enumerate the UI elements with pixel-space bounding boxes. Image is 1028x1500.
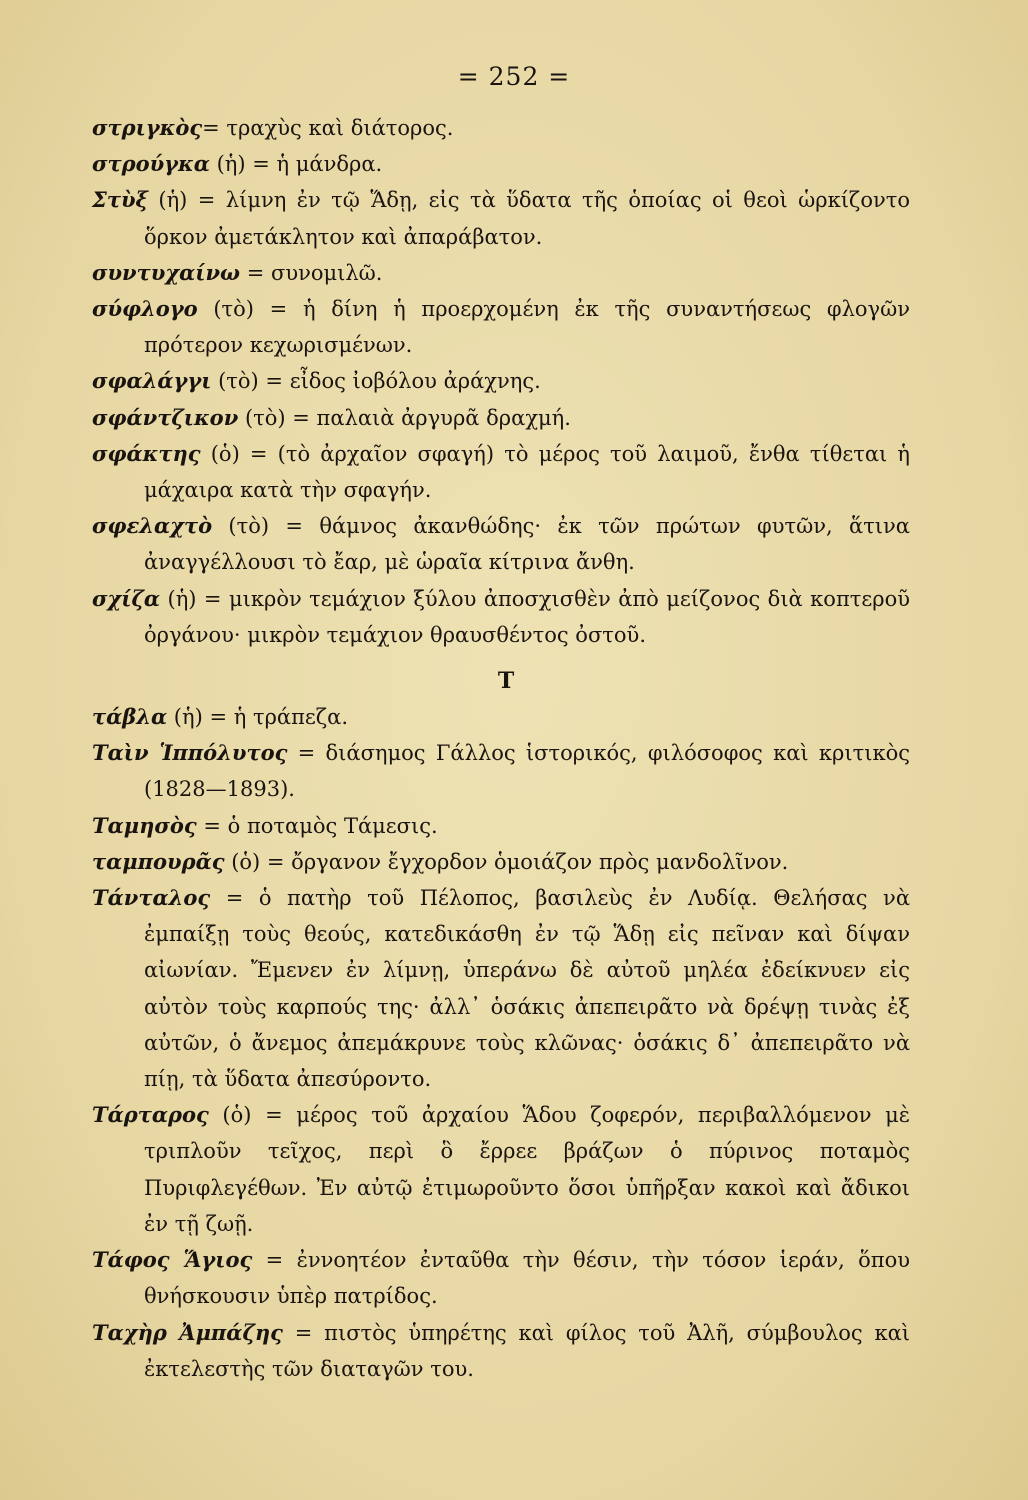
entry-definition: (ὁ) = ὄργανον ἔγχορδον ὁμοιάζον πρὸς μανδολῖνον. xyxy=(224,849,789,874)
entry-headword: Στὺξ xyxy=(92,187,148,213)
glossary-entry xyxy=(92,255,910,291)
entry-definition: (ἡ) = λίμνη ἐν τῷ Ἅδῃ, εἰς τὰ ὕδατα τῆς ὁποίας οἱ θεοὶ ὡρκίζοντο ὅρκον ἀμετάκλητον καὶ ἀπαράβατον. xyxy=(144,188,910,249)
entry-headword: στρούγκα xyxy=(92,151,210,177)
page-number: = 252 = xyxy=(457,62,571,91)
glossary-entry xyxy=(92,508,910,580)
entry-definition: (τὸ) = ἡ δίνη ἡ προερχομένη ἐκ τῆς συναντήσεως φλογῶν πρότερον κεχωρισμένων. xyxy=(144,297,910,358)
glossary-entry xyxy=(92,182,910,254)
entry-definition: (ὁ) = (τὸ ἀρχαῖον σφαγή) τὸ μέρος τοῦ λαιμοῦ, ἔνθα τίθεται ἡ μάχαιρα κατὰ τὴν σφαγήν. xyxy=(144,441,910,503)
entry-headword: Τάνταλος xyxy=(92,885,211,911)
entry-definition: (ἡ) = μικρὸν τεμάχιον ξύλου ἀποσχισθὲν ἀπὸ μείζονος διὰ κοπτεροῦ ὀργάνου· μικρὸν τεμάχιον θραυσθέντος ὀστοῦ. xyxy=(144,586,910,647)
entry-definition: (τὸ) = παλαιὰ ἀργυρᾶ δραχμή. xyxy=(238,405,571,430)
entry-definition: = συνομιλῶ. xyxy=(240,260,383,285)
glossary-entry xyxy=(92,808,910,844)
glossary-entry xyxy=(92,735,910,807)
section-letter: Τ xyxy=(497,668,515,695)
entry-headword: Ταχὴρ Ἀμπάζης xyxy=(92,1319,283,1345)
entry-definition: = ἐννοητέον ἐνταῦθα τὴν θέσιν, τὴν τόσον ἱεράν, ὅπου θνήσκουσιν ὑπὲρ πατρίδος. xyxy=(144,1248,910,1309)
entry-definition: (τὸ) = εἶδος ἰοβόλου ἀράχνης. xyxy=(211,369,541,394)
glossary-entry xyxy=(92,844,910,880)
entry-headword: στριγκὸς xyxy=(92,115,203,140)
glossary-entries xyxy=(92,110,910,1387)
glossary-entry xyxy=(92,1315,910,1387)
glossary-entry xyxy=(92,1242,910,1314)
entry-headword: Τάρταρος xyxy=(92,1102,209,1128)
entries-sigma xyxy=(92,110,910,653)
entry-definition: (ἡ) = ἡ τράπεζα. xyxy=(167,705,349,730)
entries-tau xyxy=(92,699,910,1387)
entry-headword: τάβλα xyxy=(92,704,168,730)
entry-headword: σύφλογο xyxy=(92,296,198,322)
entry-headword: συντυχαίνω xyxy=(92,259,241,285)
entry-headword: ταμπουρᾶς xyxy=(92,848,225,874)
glossary-entry xyxy=(92,110,910,146)
glossary-entry xyxy=(92,363,910,399)
entry-definition: (τὸ) = θάμνος ἀκανθώδης· ἐκ τῶν πρώτων φυτῶν, ἅτινα ἀναγγέλλουσι τὸ ἔαρ, μὲ ὡραῖα κίτρινα ἄνθη. xyxy=(144,514,910,575)
glossary-entry xyxy=(92,436,910,508)
entry-definition: = τραχὺς καὶ διάτορος. xyxy=(202,116,454,140)
entry-headword: σφελαχτὸ xyxy=(92,513,213,539)
entry-headword: Ταὶν Ἱππόλυτος xyxy=(92,740,288,766)
entry-definition: = ὁ ποταμὸς Τάμεσις. xyxy=(196,813,438,838)
entry-definition: = πιστὸς ὑπηρέτης καὶ φίλος τοῦ Ἀλῆ, σύμβουλος καὶ ἐκτελεστὴς τῶν διαταγῶν του. xyxy=(144,1320,910,1381)
glossary-entry xyxy=(92,880,910,1097)
entry-definition: (ἡ) = ἡ μάνδρα. xyxy=(209,152,383,177)
entry-headword: σφάκτης xyxy=(92,440,201,466)
glossary-entry xyxy=(92,146,910,182)
entry-headword: σφαλάγγι xyxy=(92,368,212,394)
entry-definition: = ὁ πατὴρ τοῦ Πέλοπος, βασιλεὺς ἐν Λυδίᾳ. Θελήσας νὰ ἐμπαίξῃ τοὺς θεούς, κατεδικάσθη ἐν τῷ Ἅδῃ εἰς πεῖναν καὶ δίψαν αἰωνίαν. Ἔμενεν ἐν λίμνῃ, ὑπεράνω δὲ αὐτοῦ μηλέα ἐδείκνυεν εἰς αὐτὸν τοὺς καρπούς της· ἀλλ᾽ ὁσάκις ἀπεπειρᾶτο νὰ δρέψῃ τινὰς ἐξ αὐτῶν, ὁ ἄνεμος ἀπεμάκρυνε τοὺς κλῶνας· ὁσάκις δ᾽ ἀπεπειρᾶτο νὰ πίῃ, τὰ ὕδατα ἀπεσύροντο. xyxy=(144,886,910,1092)
glossary-entry xyxy=(92,400,910,436)
entry-headword: Ταμησὸς xyxy=(92,812,197,838)
entry-headword: Τάφος Ἅγιος xyxy=(92,1247,253,1273)
entry-definition: (ὁ) = μέρος τοῦ ἀρχαίου Ἅδου ζοφερόν, περιβαλλόμενον μὲ τριπλοῦν τεῖχος, περὶ ὃ ἔρρεε βράζων ὁ πύρινος ποταμὸς Πυριφλεγέθων. Ἐν αὐτῷ ἐτιμωροῦντο ὅσοι ὑπῆρξαν κακοὶ καὶ ἄδικοι ἐν τῇ ζωῇ. xyxy=(144,1103,910,1236)
glossary-entry xyxy=(92,581,910,653)
entry-headword: σφάντζικον xyxy=(92,404,239,430)
glossary-entry xyxy=(92,1097,910,1242)
entry-headword: σχίζα xyxy=(92,585,161,611)
glossary-entry xyxy=(92,699,910,735)
entry-definition: = διάσημος Γάλλος ἱστορικός, φιλόσοφος καὶ κριτικὸς (1828—1893). xyxy=(144,741,910,802)
glossary-entry xyxy=(92,291,910,363)
